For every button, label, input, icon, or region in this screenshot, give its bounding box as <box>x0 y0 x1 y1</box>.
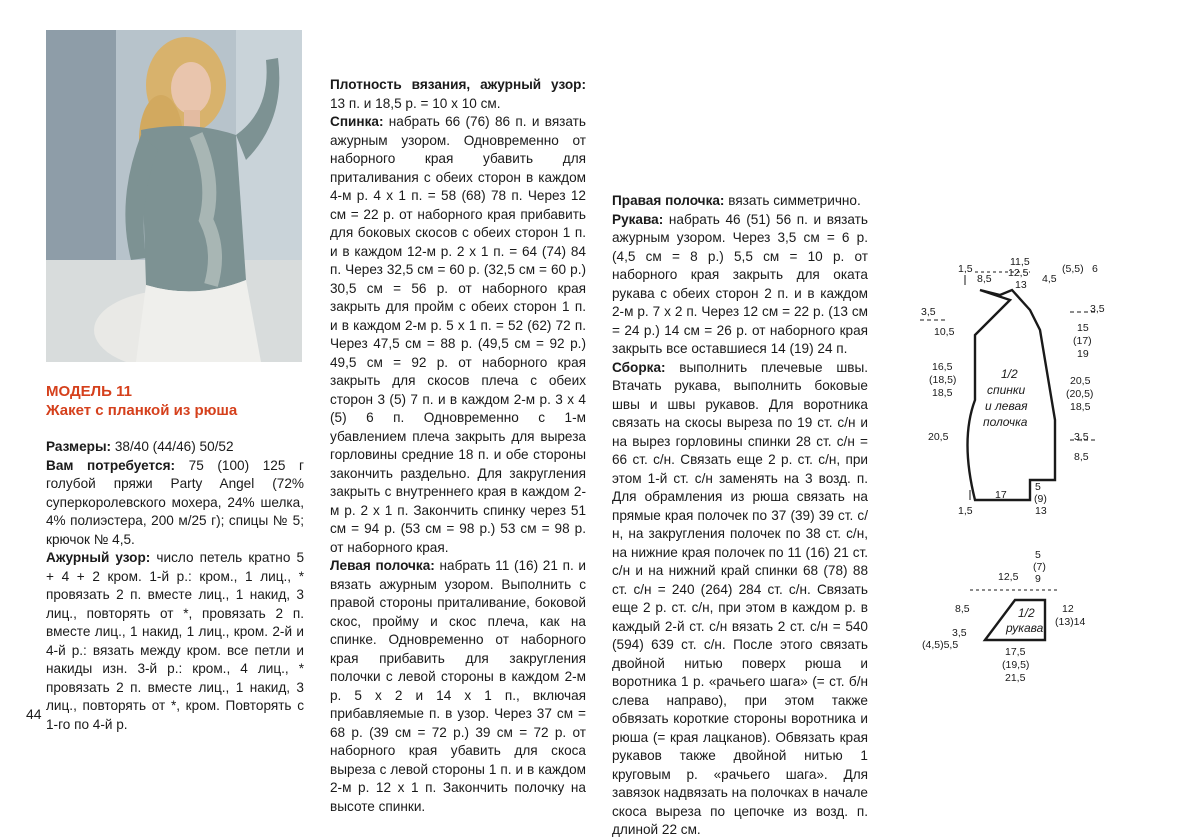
back-front-diagram <box>920 256 1105 517</box>
dim-top-11-5: 11,5 <box>1010 256 1030 268</box>
back-text: набрать 66 (76) 86 п. и вязать ажурным узором. Одновременно от наборного края убавить для приталивания с обеих сторон в каждом 4-м р. 4 х 1 п. = 58 (68) 78 п. Через 12 см = 22 р. от наборного края прибавить для боковых скосов с обеих сторон 1 п. и в каждом 12-м р. 2 х 1 п. = 64 (74) 84 п. Через 32,5 см = 60 р. (32,5 см = 60 р.) 30,5 см = 56 р. от наборного края закрыть для пройм с обеих сторон 1 п. и в каждом 2-м р. 5 х 1 п. = 52 (62) 72 п. Через 47,5 см = 88 р. (49,5 см = 92 р.) 49,5 см = 92 р. от наборного края закрыть для скосов плеча с обеих сторон 3 (5) 7 п. и в каждом 2-м р. 3 х 4 (5) 6 п. Одновременно с 1-м убавлением плеча закрыть для выреза горловины средние 18 п. и обе стороны закончить раздельно. Для закругления закрыть с внутреннего края в каждом 2-м р. 2 х 1 п. Закончить спинку через 51 см = 94 р. (53 см = 98 р.) 53 см = 98 р. от наборного края. <box>330 114 586 555</box>
dim-right-15: 15 <box>1077 322 1089 334</box>
page-number: 44 <box>26 706 42 722</box>
dim-top-4-5: 4,5 <box>1042 273 1057 285</box>
right-front-label: Правая полочка: <box>612 193 725 208</box>
dim-sleeve-9: 9 <box>1035 573 1041 585</box>
dim-right-3-5: 3,5 <box>1090 303 1105 315</box>
sleeve-label-1: 1/2 <box>1018 606 1035 620</box>
dim-sleeve-12: 12 <box>1062 603 1074 615</box>
dim-sleeve-4-5-5-5: (4,5)5,5 <box>922 639 959 651</box>
dim-bottom-17: 17 <box>995 489 1007 501</box>
dim-sleeve-3-5: 3,5 <box>952 627 967 639</box>
dim-top-6: 6 <box>1092 263 1098 275</box>
sleeves-text: набрать 46 (51) 56 п. и вязать ажурным узором. Через 3,5 см = 6 р. (4,5 см = 8 р.) 5,5 см = 10 р. от наборного края закрыть для оката рукава с обеих сторон 2 п. и в каждом 2-м р. 7 х 2 п. Через 12 см = 22 р. (13 см = 24 р.) 14 см = 26 р. от наборного края закрыть все оставшиеся 14 (19) 24 п. <box>612 211 868 356</box>
sleeves-label: Рукава: <box>612 211 664 227</box>
left-front-text: набрать 11 (16) 21 п. и вязать ажурным узором. Выполнить с правой стороны приталивание, боковой скос, пройму и скос плеча, как на спинке. Одновременно от наборного края прибавить для закругления полочки с левой стороны в каждом 2-м р. 5 х 2 и 14 х 1 п., включая прибавляемые п. в узор. Через 37 см = 68 р. (39 см = 72 р.) 39 см = 72 р. от наборного края убавить для скоса выреза с левой стороны 1 п. и в каждом 2-м р. 12 х 1 п. Закончить полочку на высоте спинки. <box>330 558 586 814</box>
dim-left-18-5a: (18,5) <box>929 374 957 386</box>
assembly-label: Сборка: <box>612 359 666 375</box>
dim-sleeve-13-14: (13)14 <box>1055 616 1086 628</box>
dim-bottom-5: 5 <box>1035 481 1041 493</box>
left-front-label: Левая полочка: <box>330 558 435 573</box>
model-title: МОДЕЛЬ 11 <box>46 383 132 400</box>
sizes-label: Размеры: <box>46 439 112 454</box>
materials-label: Вам потребуется: <box>46 457 176 473</box>
dim-left-20-5: 20,5 <box>928 431 949 443</box>
dim-right-3-5b: 3,5 <box>1074 431 1089 443</box>
back-label-2: спинки <box>987 383 1026 397</box>
dim-bottom-13: 13 <box>1035 505 1047 517</box>
sizes-text: 38/40 (44/46) 50/52 <box>111 439 234 454</box>
right-front-text: вязать симметрично. <box>724 193 861 208</box>
dim-bottom-9: (9) <box>1034 493 1047 505</box>
back-label-1: 1/2 <box>1001 367 1018 381</box>
dim-left-16-5: 16,5 <box>932 361 953 373</box>
assembly-text: выполнить плечевые швы. Втачать рукава, выполнить боковые швы и швы рукавов. Для воротника связать на скосы выреза по 19 ст. с/н и на вырез горловины спинки 28 ст. с/н = 66 ст. с/н. Связать еще 2 р. ст. с/н, при этом 1-й ст. с/н заменять на 3 возд. п. Для обрамления из рюша связать на прямые края полочек по 37 (39) 39 ст. с/н, на закругления полочек по 38 ст. с/н, на нижние края полочек по 11 (16) 21 ст. с/н и на нижний край спинки 68 (78) 88 ст. с/н = 240 (264) 284 ст. с/н. Связать еще 2 р. ст. с/н, при этом в каждом р. в каждый 2-й ст. с/н вязать 2 ст. с/н = 540 (594) 639 ст. с/н. После этого связать двойной нитью поверх рюша и воротника 1 р. «рачьего шага» (= ст. б/н слева направо), при этом также обвязать короткие стороны воротника и рюша (= края лацканов). Обвязать края рукавов также двойной нитью 1 круговым р. «рачьего шага». Для завязок надвязать на полочках в начале скоса выреза по цепочке из возд. п. длиной 22 см. <box>612 359 868 837</box>
dim-sleeve-5: 5 <box>1035 549 1041 561</box>
dim-right-18-5: 18,5 <box>1070 401 1091 413</box>
dim-sleeve-17-5: 17,5 <box>1005 646 1026 658</box>
dim-right-20-5b: (20,5) <box>1066 388 1094 400</box>
model-subtitle: Жакет с планкой из рюша <box>46 402 238 419</box>
sleeve-diagram <box>922 549 1086 684</box>
sleeve-label-2: рукава <box>1006 621 1044 635</box>
back-label: Спинка: <box>330 114 384 129</box>
dim-right-20-5a: 20,5 <box>1070 375 1091 387</box>
dim-sleeve-21-5: 21,5 <box>1005 672 1026 684</box>
dim-top-12-5: 12,5 <box>1008 267 1029 279</box>
back-label-4: полочка <box>983 415 1028 429</box>
dim-sleeve-8-5: 8,5 <box>955 603 970 615</box>
dim-left-3-5: 3,5 <box>921 306 936 318</box>
dim-top-8-5: 8,5 <box>977 273 992 285</box>
dim-top-1-5: 1,5 <box>958 263 973 275</box>
dim-sleeve-19-5: (19,5) <box>1002 659 1030 671</box>
dim-left-10-5: 10,5 <box>934 326 955 338</box>
pattern-label: Ажурный узор: <box>46 550 151 565</box>
dim-right-19: 19 <box>1077 348 1089 360</box>
dim-right-17: (17) <box>1073 335 1092 347</box>
dim-top-13: 13 <box>1015 279 1027 291</box>
back-label-3: и левая <box>985 399 1028 413</box>
dim-sleeve-7: (7) <box>1033 561 1046 573</box>
dim-sleeve-12-5: 12,5 <box>998 571 1019 583</box>
dim-top-5-5: (5,5) <box>1062 263 1084 275</box>
dim-right-8-5: 8,5 <box>1074 451 1089 463</box>
dim-left-18-5b: 18,5 <box>932 387 953 399</box>
density-text: 13 п. и 18,5 р. = 10 х 10 см. <box>330 95 501 111</box>
dim-bottom-1-5: 1,5 <box>958 505 973 517</box>
pattern-text: число петель кратно 5 + 4 + 2 кром. 1-й р.: кром., 1 лиц., * провязать 2 п. вместе лиц., 1 накид, 3 лиц., повторять от *, провязать 2 п. вместе лиц., 1 накид, 1 лиц., кром. 2-й и 4-й р.: вязать между кром. все петли и накиды изн. 3-й р.: кром., 4 лиц., * провязать 2 п. вместе лиц., 1 накид, 3 лиц., повторять от *, кром. Повторять с 1-го по 4-й р. <box>46 550 305 732</box>
materials-text: 75 (100) 125 г голубой пряжи Party Angel (72% суперкоролевского мохера, 24% шелка, 4% полиэстера, 200 м/25 г); спицы № 5; крючок № 4,5. <box>46 457 304 547</box>
density-label: Плотность вязания, ажурный узор: <box>330 77 586 92</box>
